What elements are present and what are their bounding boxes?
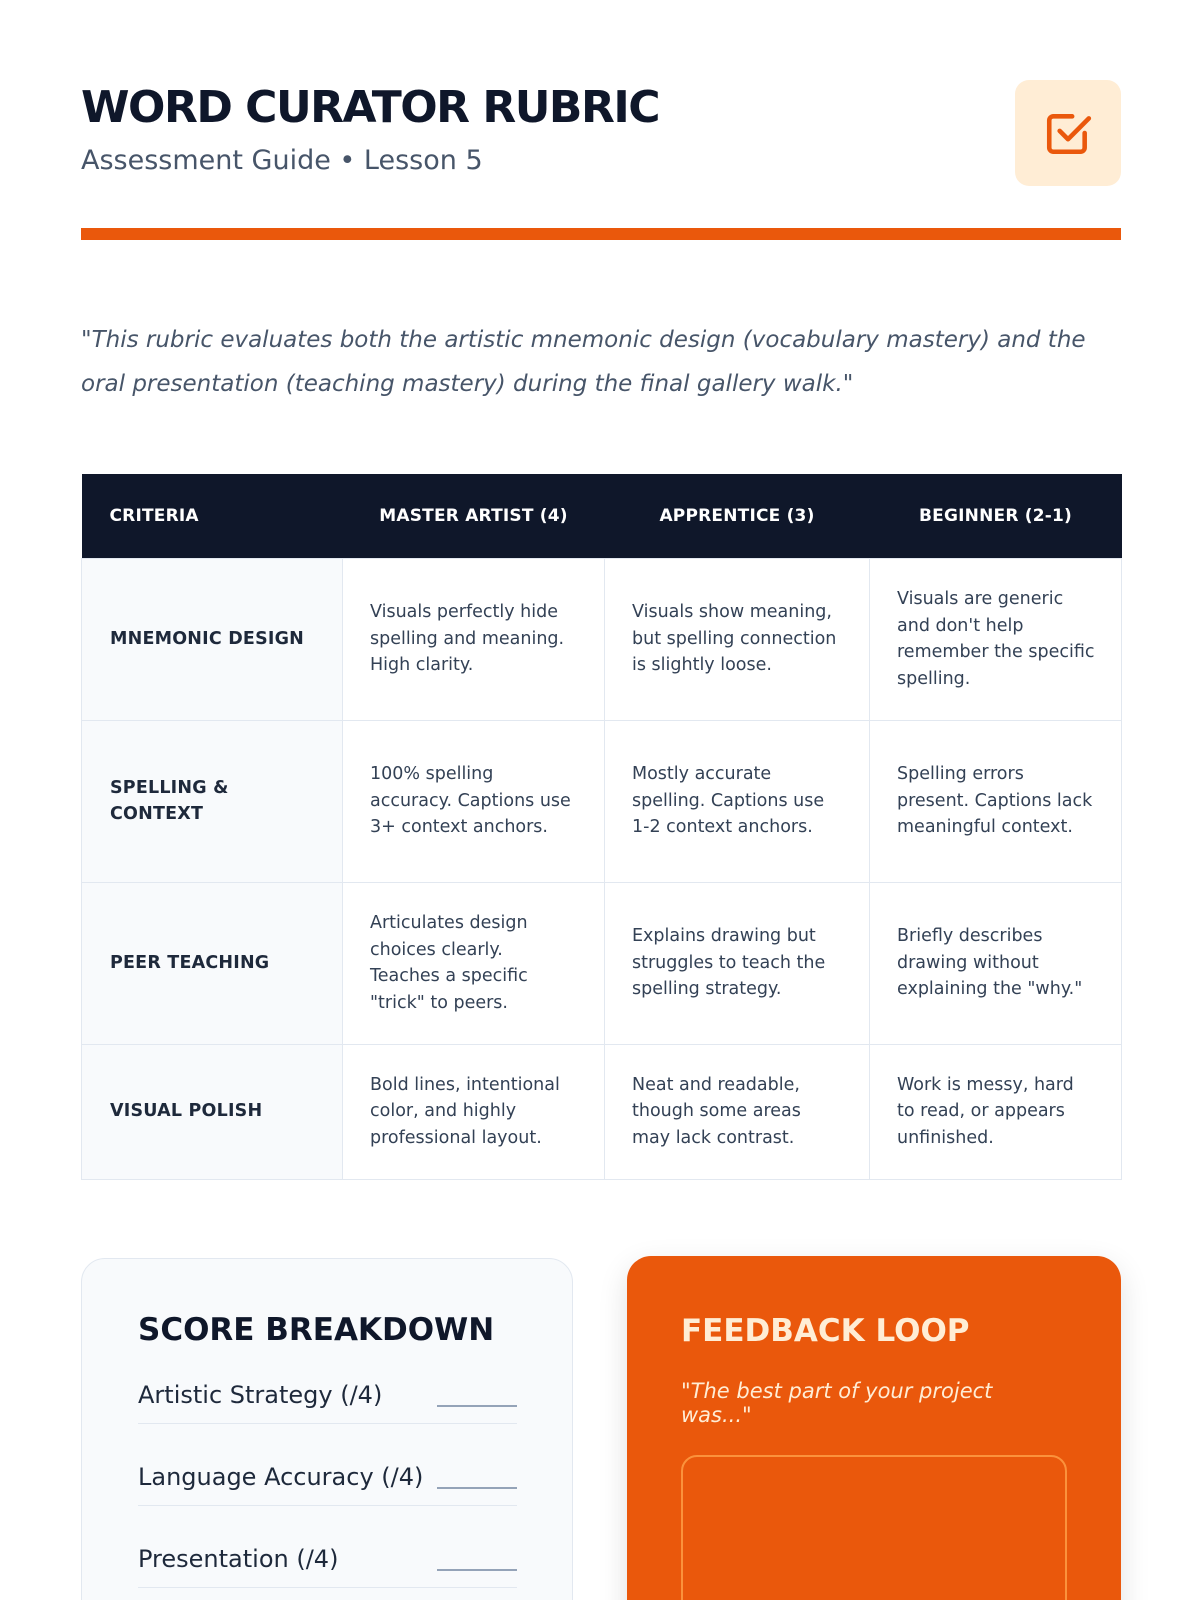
score-row-language-accuracy xyxy=(138,1424,517,1506)
column-header-beginner: BEGINNER (2-1) xyxy=(870,474,1122,558)
table-row xyxy=(82,1044,1122,1179)
beginner-cell: Work is messy, hard to read, or appears unfinished. xyxy=(870,1044,1122,1179)
score-list xyxy=(138,1352,517,1588)
page-subtitle: Assessment Guide • Lesson 5 xyxy=(81,145,483,176)
apprentice-cell: Mostly accurate spelling. Captions use 1-2 context anchors. xyxy=(605,720,870,882)
criteria-cell: PEER TEACHING xyxy=(82,882,343,1044)
beginner-cell: Spelling errors present. Captions lack meaningful context. xyxy=(870,720,1122,882)
score-row-artistic-strategy xyxy=(138,1352,517,1424)
table-row xyxy=(82,720,1122,882)
master-cell: Articulates design choices clearly. Teaches a specific "trick" to peers. xyxy=(343,882,605,1044)
header xyxy=(81,80,1121,188)
column-header-master: MASTER ARTIST (4) xyxy=(343,474,605,558)
page-title: WORD CURATOR RUBRIC xyxy=(81,82,660,133)
score-blank[interactable] xyxy=(437,1569,517,1571)
criteria-cell: MNEMONIC DESIGN xyxy=(82,558,343,720)
table-row xyxy=(82,882,1122,1044)
criteria-cell: SPELLING & CONTEXT xyxy=(82,720,343,882)
master-cell: Visuals perfectly hide spelling and meaning. High clarity. xyxy=(343,558,605,720)
score-blank[interactable] xyxy=(437,1405,517,1407)
feedback-answer-box[interactable] xyxy=(681,1455,1067,1600)
score-breakdown-title: SCORE BREAKDOWN xyxy=(138,1312,495,1348)
score-breakdown-card xyxy=(81,1258,573,1600)
column-header-apprentice: APPRENTICE (3) xyxy=(605,474,870,558)
column-header-criteria: CRITERIA xyxy=(82,474,343,558)
intro-quote: "This rubric evaluates both the artistic mnemonic design (vocabulary mastery) and the oral presentation (teaching mastery) during the final gallery walk." xyxy=(81,327,1086,397)
beginner-cell: Visuals are generic and don't help remember the specific spelling. xyxy=(870,558,1122,720)
criteria-cell: VISUAL POLISH xyxy=(82,1044,343,1179)
score-blank[interactable] xyxy=(437,1487,517,1489)
rubric-table xyxy=(81,474,1122,1180)
checkbox-checked-icon xyxy=(1015,80,1121,186)
score-label: Language Accuracy (/4) xyxy=(138,1463,424,1491)
score-row-presentation xyxy=(138,1506,517,1588)
rubric-header-row xyxy=(82,474,1122,558)
feedback-loop-title: FEEDBACK LOOP xyxy=(681,1313,970,1349)
apprentice-cell: Neat and readable, though some areas may lack contrast. xyxy=(605,1044,870,1179)
feedback-loop-card xyxy=(627,1256,1121,1600)
score-label: Presentation (/4) xyxy=(138,1545,339,1573)
master-cell: Bold lines, intentional color, and highly professional layout. xyxy=(343,1044,605,1179)
beginner-cell: Briefly describes drawing without explaining the "why." xyxy=(870,882,1122,1044)
score-label: Artistic Strategy (/4) xyxy=(138,1381,383,1409)
apprentice-cell: Visuals show meaning, but spelling connection is slightly loose. xyxy=(605,558,870,720)
apprentice-cell: Explains drawing but struggles to teach the spelling strategy. xyxy=(605,882,870,1044)
master-cell: 100% spelling accuracy. Captions use 3+ context anchors. xyxy=(343,720,605,882)
table-row xyxy=(82,558,1122,720)
header-divider xyxy=(81,228,1121,240)
feedback-prompt: "The best part of your project was..." xyxy=(681,1379,993,1427)
